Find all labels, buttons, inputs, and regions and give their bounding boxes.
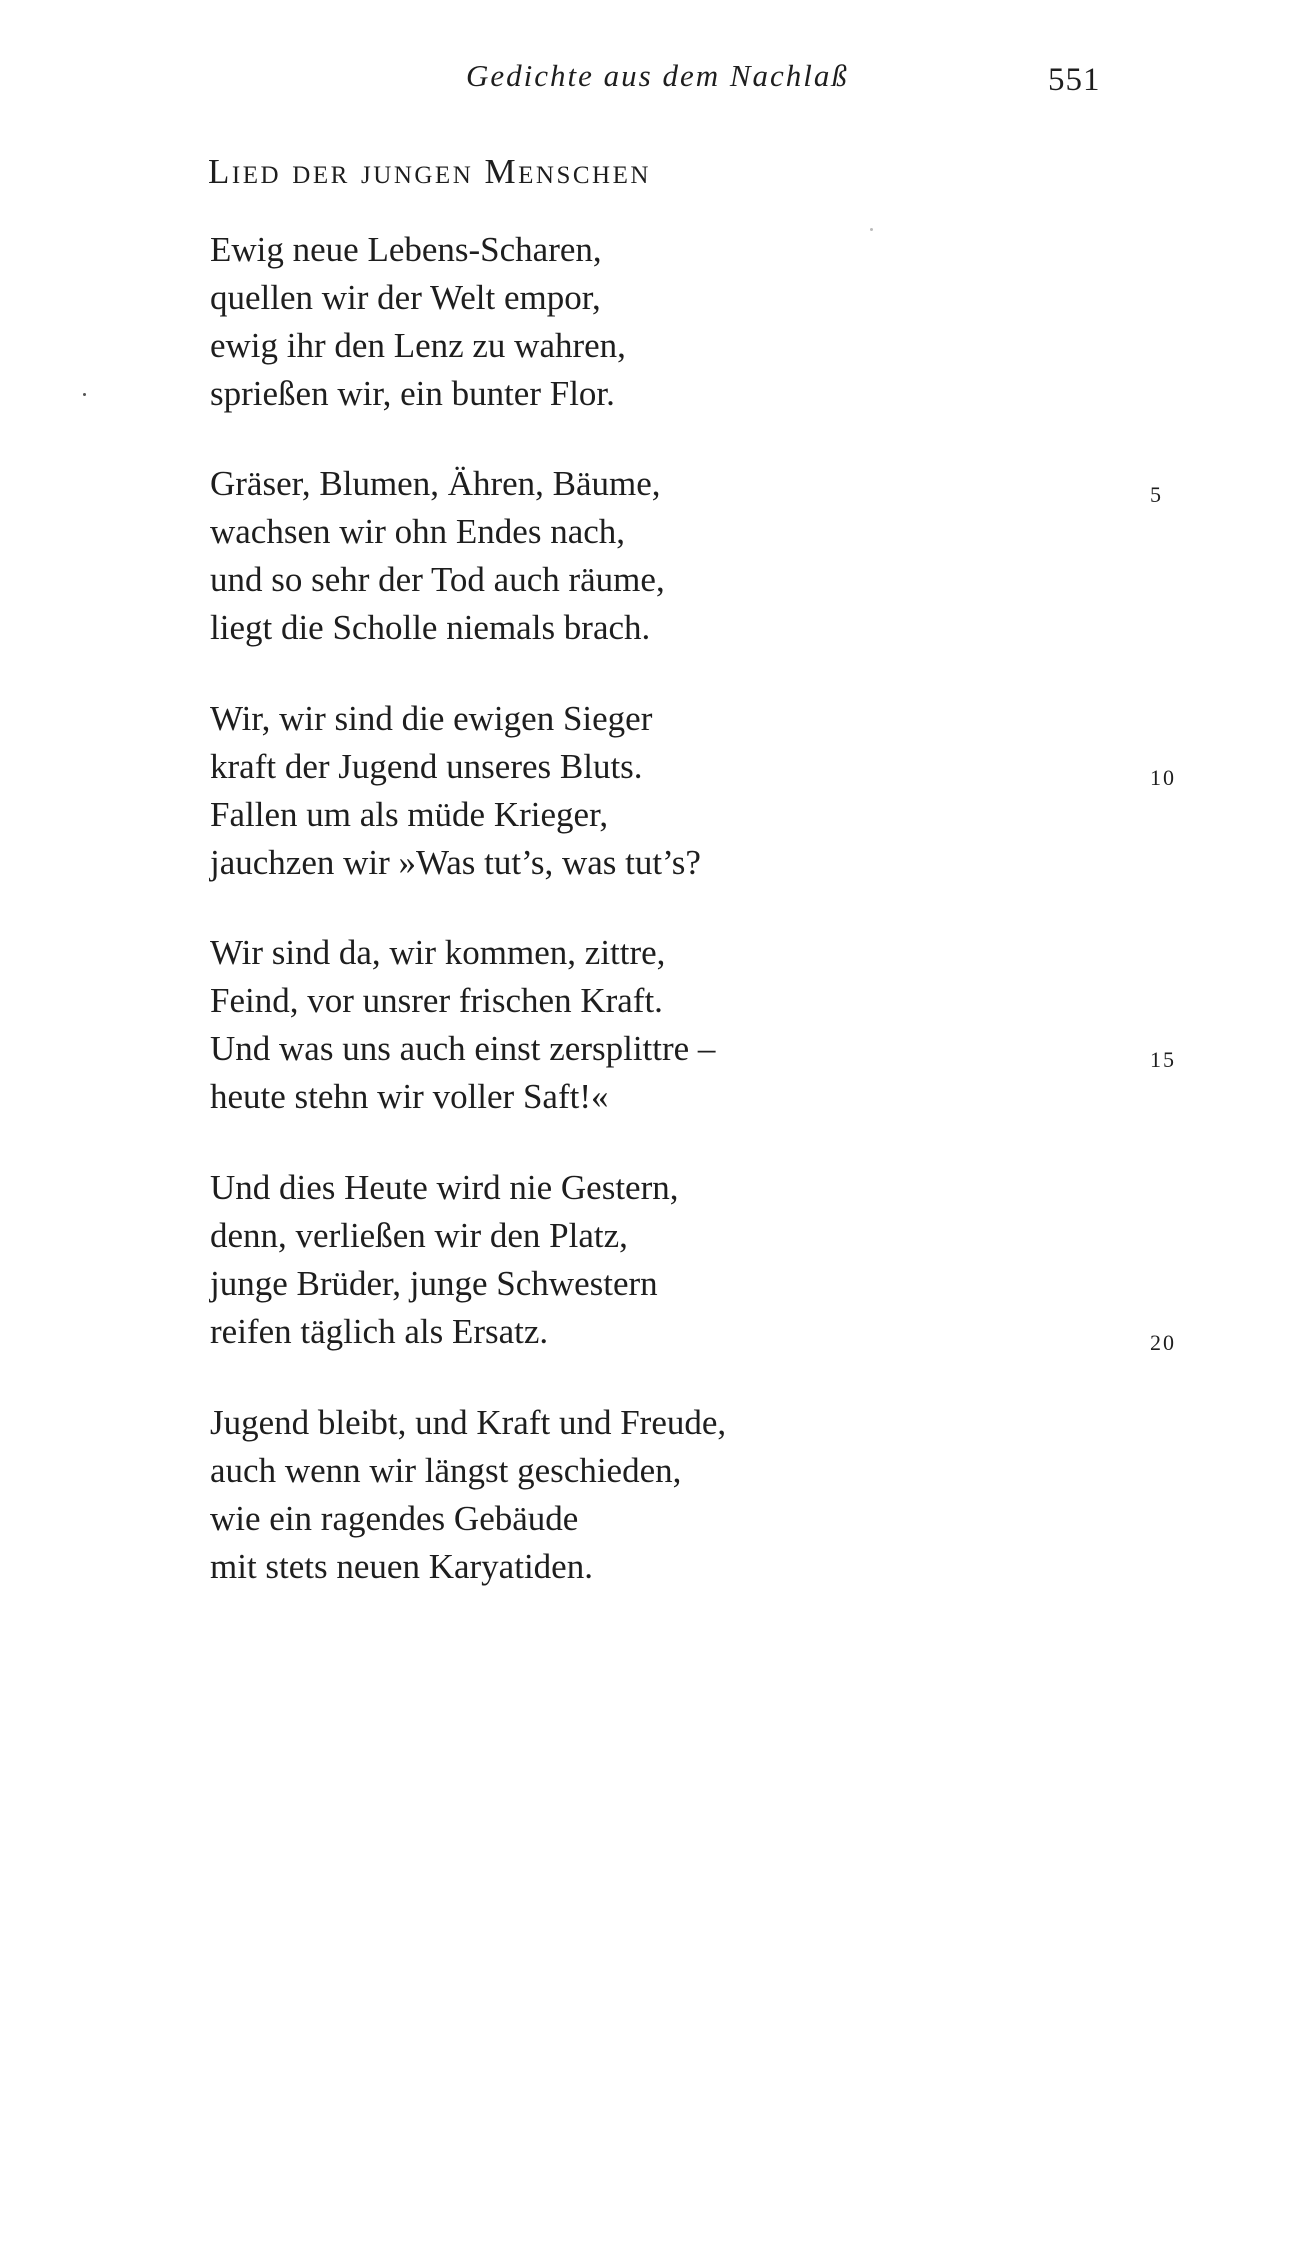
verse-line: kraft der Jugend unseres Bluts. <box>210 747 643 786</box>
poem-title: Lied der jungen Menschen <box>208 152 651 191</box>
page-number: 551 <box>1048 62 1101 98</box>
verse-line: Ewig neue Lebens-Scharen, <box>210 230 602 269</box>
verse-line: mit stets neuen Karyatiden. <box>210 1547 593 1586</box>
verse-segment: Wir sind da, wir kommen, zittre, <box>210 933 666 972</box>
verse-line: quellen wir der Welt empor, <box>210 278 601 317</box>
verse-line: jauchzen wir »Was tut’s, was tut’s? <box>210 843 701 882</box>
stanza-6 <box>210 1399 1110 1591</box>
scan-speck <box>83 393 86 396</box>
verse-line: Gräser, Blumen, Ähren, Bäume, <box>210 464 661 503</box>
verse-line: liegt die Scholle niemals brach. <box>210 608 651 647</box>
verse-line: Wir, wir sind die ewigen Sieger <box>210 699 653 738</box>
stanza-1 <box>210 226 1110 418</box>
stanza-5 <box>210 1164 1176 1356</box>
line-number: 15 <box>1150 1047 1176 1072</box>
running-head: Gedichte aus dem Nachlaß <box>466 58 849 93</box>
verse-line: sprießen wir, ein bunter Flor. <box>210 374 615 413</box>
stanza-3 <box>210 695 1176 887</box>
line-number: 10 <box>1150 765 1176 790</box>
verse-line: Und was uns auch einst zersplittre – <box>210 1029 716 1068</box>
verse-line: wie ein ragendes Gebäude <box>210 1499 579 1538</box>
verse-line: junge Brüder, junge Schwestern <box>210 1264 658 1303</box>
scan-speck <box>870 228 873 231</box>
verse-line: Und dies Heute wird nie Gestern, <box>210 1168 679 1207</box>
stanza-4 <box>210 929 1176 1121</box>
verse-line: wachsen wir ohn Endes nach, <box>210 512 626 551</box>
verse-line: Feind, vor unsrer frischen Kraft. <box>210 981 663 1020</box>
verse-line: ewig ihr den Lenz zu wahren, <box>210 326 626 365</box>
verse-line: denn, verließen wir den Platz, <box>210 1216 628 1255</box>
stanza-2 <box>210 460 1163 652</box>
verse-line: reifen täglich als Ersatz. <box>210 1312 549 1351</box>
verse-line: Jugend bleibt, und Kraft und Freude, <box>210 1403 727 1442</box>
verse-line: und so sehr der Tod auch räume, <box>210 560 665 599</box>
verse-line <box>210 929 1110 977</box>
line-number: 5 <box>1150 482 1163 507</box>
verse-line: Fallen um als müde Krieger, <box>210 795 609 834</box>
verse-line: heute stehn wir voller Saft!« <box>210 1077 609 1116</box>
verse-line: auch wenn wir längst geschieden, <box>210 1451 682 1490</box>
line-number: 20 <box>1150 1330 1176 1355</box>
